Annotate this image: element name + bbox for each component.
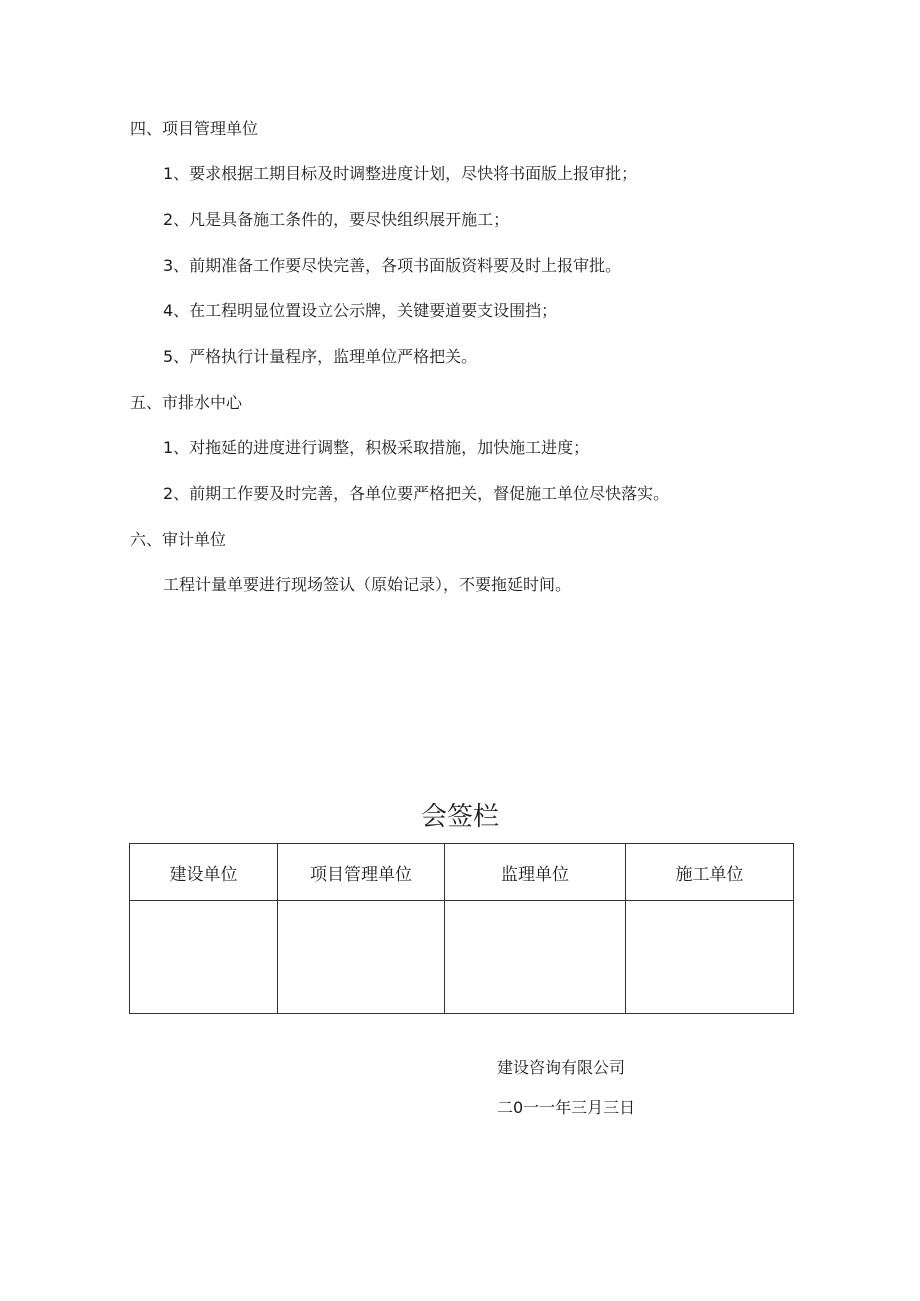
sign-off-table: [129, 843, 794, 1014]
column-header-project-management-unit: 项目管理单位: [278, 844, 445, 901]
column-header-builder-unit: 施工单位: [626, 844, 794, 901]
signature-cell-construction-unit: [130, 901, 278, 1014]
section-heading-project-management: 四、项目管理单位: [130, 119, 259, 138]
footer-date: 二0一一年三月三日: [497, 1098, 636, 1117]
signature-cell-project-management-unit: [278, 901, 445, 1014]
list-item: 5、严格执行计量程序，监理单位严格把关。: [163, 347, 478, 366]
sign-off-signature-row: [130, 901, 794, 1014]
sign-off-header-row: [130, 844, 794, 901]
footer-company: 建设咨询有限公司: [497, 1058, 626, 1077]
signature-cell-builder-unit: [626, 901, 794, 1014]
list-item: 1、要求根据工期目标及时调整进度计划，尽快将书面版上报审批；: [163, 164, 638, 183]
list-item: 4、在工程明显位置设立公示牌，关键要道要支设围挡；: [163, 301, 558, 320]
sign-off-title: 会签栏: [420, 802, 499, 832]
signature-cell-supervision-unit: [445, 901, 626, 1014]
list-item: 1、对拖延的进度进行调整，积极采取措施，加快施工进度；: [163, 438, 590, 457]
list-item: 工程计量单要进行现场签认（原始记录），不要拖延时间。: [163, 575, 572, 594]
section-heading-audit-unit: 六、审计单位: [130, 530, 227, 549]
list-item: 2、前期工作要及时完善，各单位要严格把关，督促施工单位尽快落实。: [163, 484, 670, 503]
list-item: 2、凡是具备施工条件的，要尽快组织展开施工；: [163, 210, 510, 229]
list-item: 3、前期准备工作要尽快完善，各项书面版资料要及时上报审批。: [163, 256, 622, 275]
column-header-construction-unit: 建设单位: [130, 844, 278, 901]
section-heading-drainage-center: 五、市排水中心: [130, 393, 243, 412]
column-header-supervision-unit: 监理单位: [445, 844, 626, 901]
